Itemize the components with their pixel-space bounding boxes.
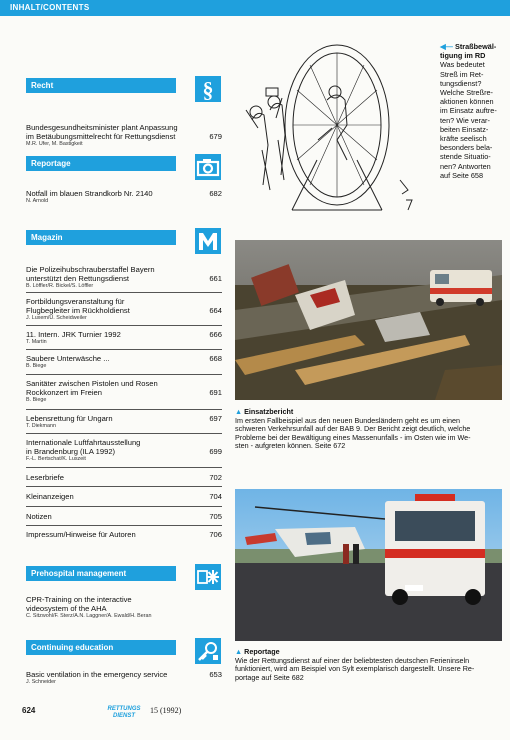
- rescue-star-icon: [195, 564, 221, 590]
- section-magazin: Magazin: [26, 230, 176, 245]
- header-bar: [0, 0, 510, 16]
- svg-text:§: §: [202, 77, 214, 102]
- divider: [26, 467, 222, 468]
- section-recht: Recht: [26, 78, 176, 93]
- toc-entry[interactable]: 11. Intern. JRK Turnier 1992 T. Martin 666: [26, 330, 222, 345]
- divider: [26, 374, 222, 375]
- toc-entry[interactable]: Basic ventilation in the emergency service J. Schneider 653: [26, 670, 222, 685]
- divider: [26, 506, 222, 507]
- caption-reportage: ▲ Reportage Wie der Rettungsdienst auf einer der beliebtesten deutschen Ferieninseln funktioniert, wird am Beispiel von Sylt exemplarisch dargestellt. Unsere Re- portage auf Seite 682: [235, 647, 475, 682]
- divider: [26, 349, 222, 350]
- toc-entry[interactable]: CPR-Training on the interactive videosystem of the AHA C. Sitzwohl/F. Sterz/A.N. Laggner/A. Ewald/H. Beran: [26, 595, 152, 619]
- issue-number: 15 (1992): [150, 706, 182, 715]
- toc-entry[interactable]: Kleinanzeigen 704: [26, 492, 222, 501]
- toc-entry[interactable]: Fortbildungsveranstaltung für Flugbegleiter im Rückholdienst J. Luxem/U. Scheidweiler 664: [26, 297, 222, 321]
- toc-entry[interactable]: Lebensrettung für Ungarn T. Diekmann 697: [26, 414, 222, 429]
- stress-wheel-illustration: [232, 40, 427, 218]
- paragraph-icon: [195, 76, 221, 102]
- toc-entry[interactable]: Internationale Luftfahrtausstellung in Brandenburg (ILA 1992) F.-L. Bertschat/K. Luszeit 699: [26, 438, 222, 462]
- arrow-up-icon: ▲: [235, 647, 243, 656]
- magazine-m-icon: [195, 228, 221, 254]
- toc-entry[interactable]: Leserbriefe 702: [26, 473, 222, 482]
- divider: [26, 325, 222, 326]
- rettungsdienst-logo: [104, 703, 144, 719]
- section-continuing-education: Continuing education: [26, 640, 176, 655]
- section-reportage: Reportage: [26, 156, 176, 171]
- caption-einsatzbericht: ▲ Einsatzbericht Im ersten Fallbeispiel aus den neuen Bundesländern geht es um einen schweren Verkehrsunfall auf der BAB 9. Der Bericht zeigt deutlich, welche Probleme bei der Bewältigung eines Massenunfalls - im Osten wie im We- sten - aufgreten können. Seite 672: [235, 407, 471, 451]
- rescue-photo: [235, 489, 502, 641]
- camera-icon: [195, 154, 221, 180]
- toc-entry[interactable]: Notfall im blauen Strandkorb Nr. 2140 N. Arnold 682: [26, 189, 222, 204]
- toc-entry[interactable]: Saubere Unterwäsche ... B. Biege 668: [26, 354, 222, 369]
- divider: [26, 292, 222, 293]
- header-title: INHALT/CONTENTS: [10, 3, 90, 12]
- arrow-left-icon: ◀—: [440, 42, 453, 51]
- section-prehospital: Prehospital management: [26, 566, 176, 581]
- svg-text:RETTUNGS: RETTUNGS: [107, 706, 141, 712]
- divider: [26, 409, 222, 410]
- svg-text:DIENST: DIENST: [112, 713, 136, 719]
- toc-entry[interactable]: Notizen 705: [26, 512, 222, 521]
- toc-entry[interactable]: Sanitäter zwischen Pistolen und Rosen Rockkonzert im Freien B. Biege 691: [26, 379, 222, 403]
- divider: [26, 433, 222, 434]
- toc-entry[interactable]: Die Polizeihubschrauberstaffel Bayern unterstützt den Rettungsdienst B. Löffler/R. Bickel/S. Löffler 661: [26, 265, 222, 289]
- side-caption: ◀— Straßbewäl-tigung im RD Was bedeutet Streß im Ret- tungsdienst? Welche Streßre- aktionen können im Einsatz auftre- ten? Wie verar- beiten Einsatz- kräfte seelisch besonders bela- stende Situatio- nen? Antworten auf Seite 658: [440, 42, 497, 180]
- ventilation-icon: [195, 638, 221, 664]
- divider: [26, 525, 222, 526]
- accident-photo: [235, 240, 502, 400]
- toc-entry[interactable]: Impressum/Hinweise für Autoren 706: [26, 530, 222, 539]
- toc-entry[interactable]: Bundesgesundheitsminister plant Anpassung im Betäubungsmittelrecht für Rettungsdienst M.R. Ufer, M. Bastigkeit 679: [26, 123, 222, 147]
- divider: [26, 486, 222, 487]
- page-number: 624: [22, 706, 36, 715]
- arrow-up-icon: ▲: [235, 407, 243, 416]
